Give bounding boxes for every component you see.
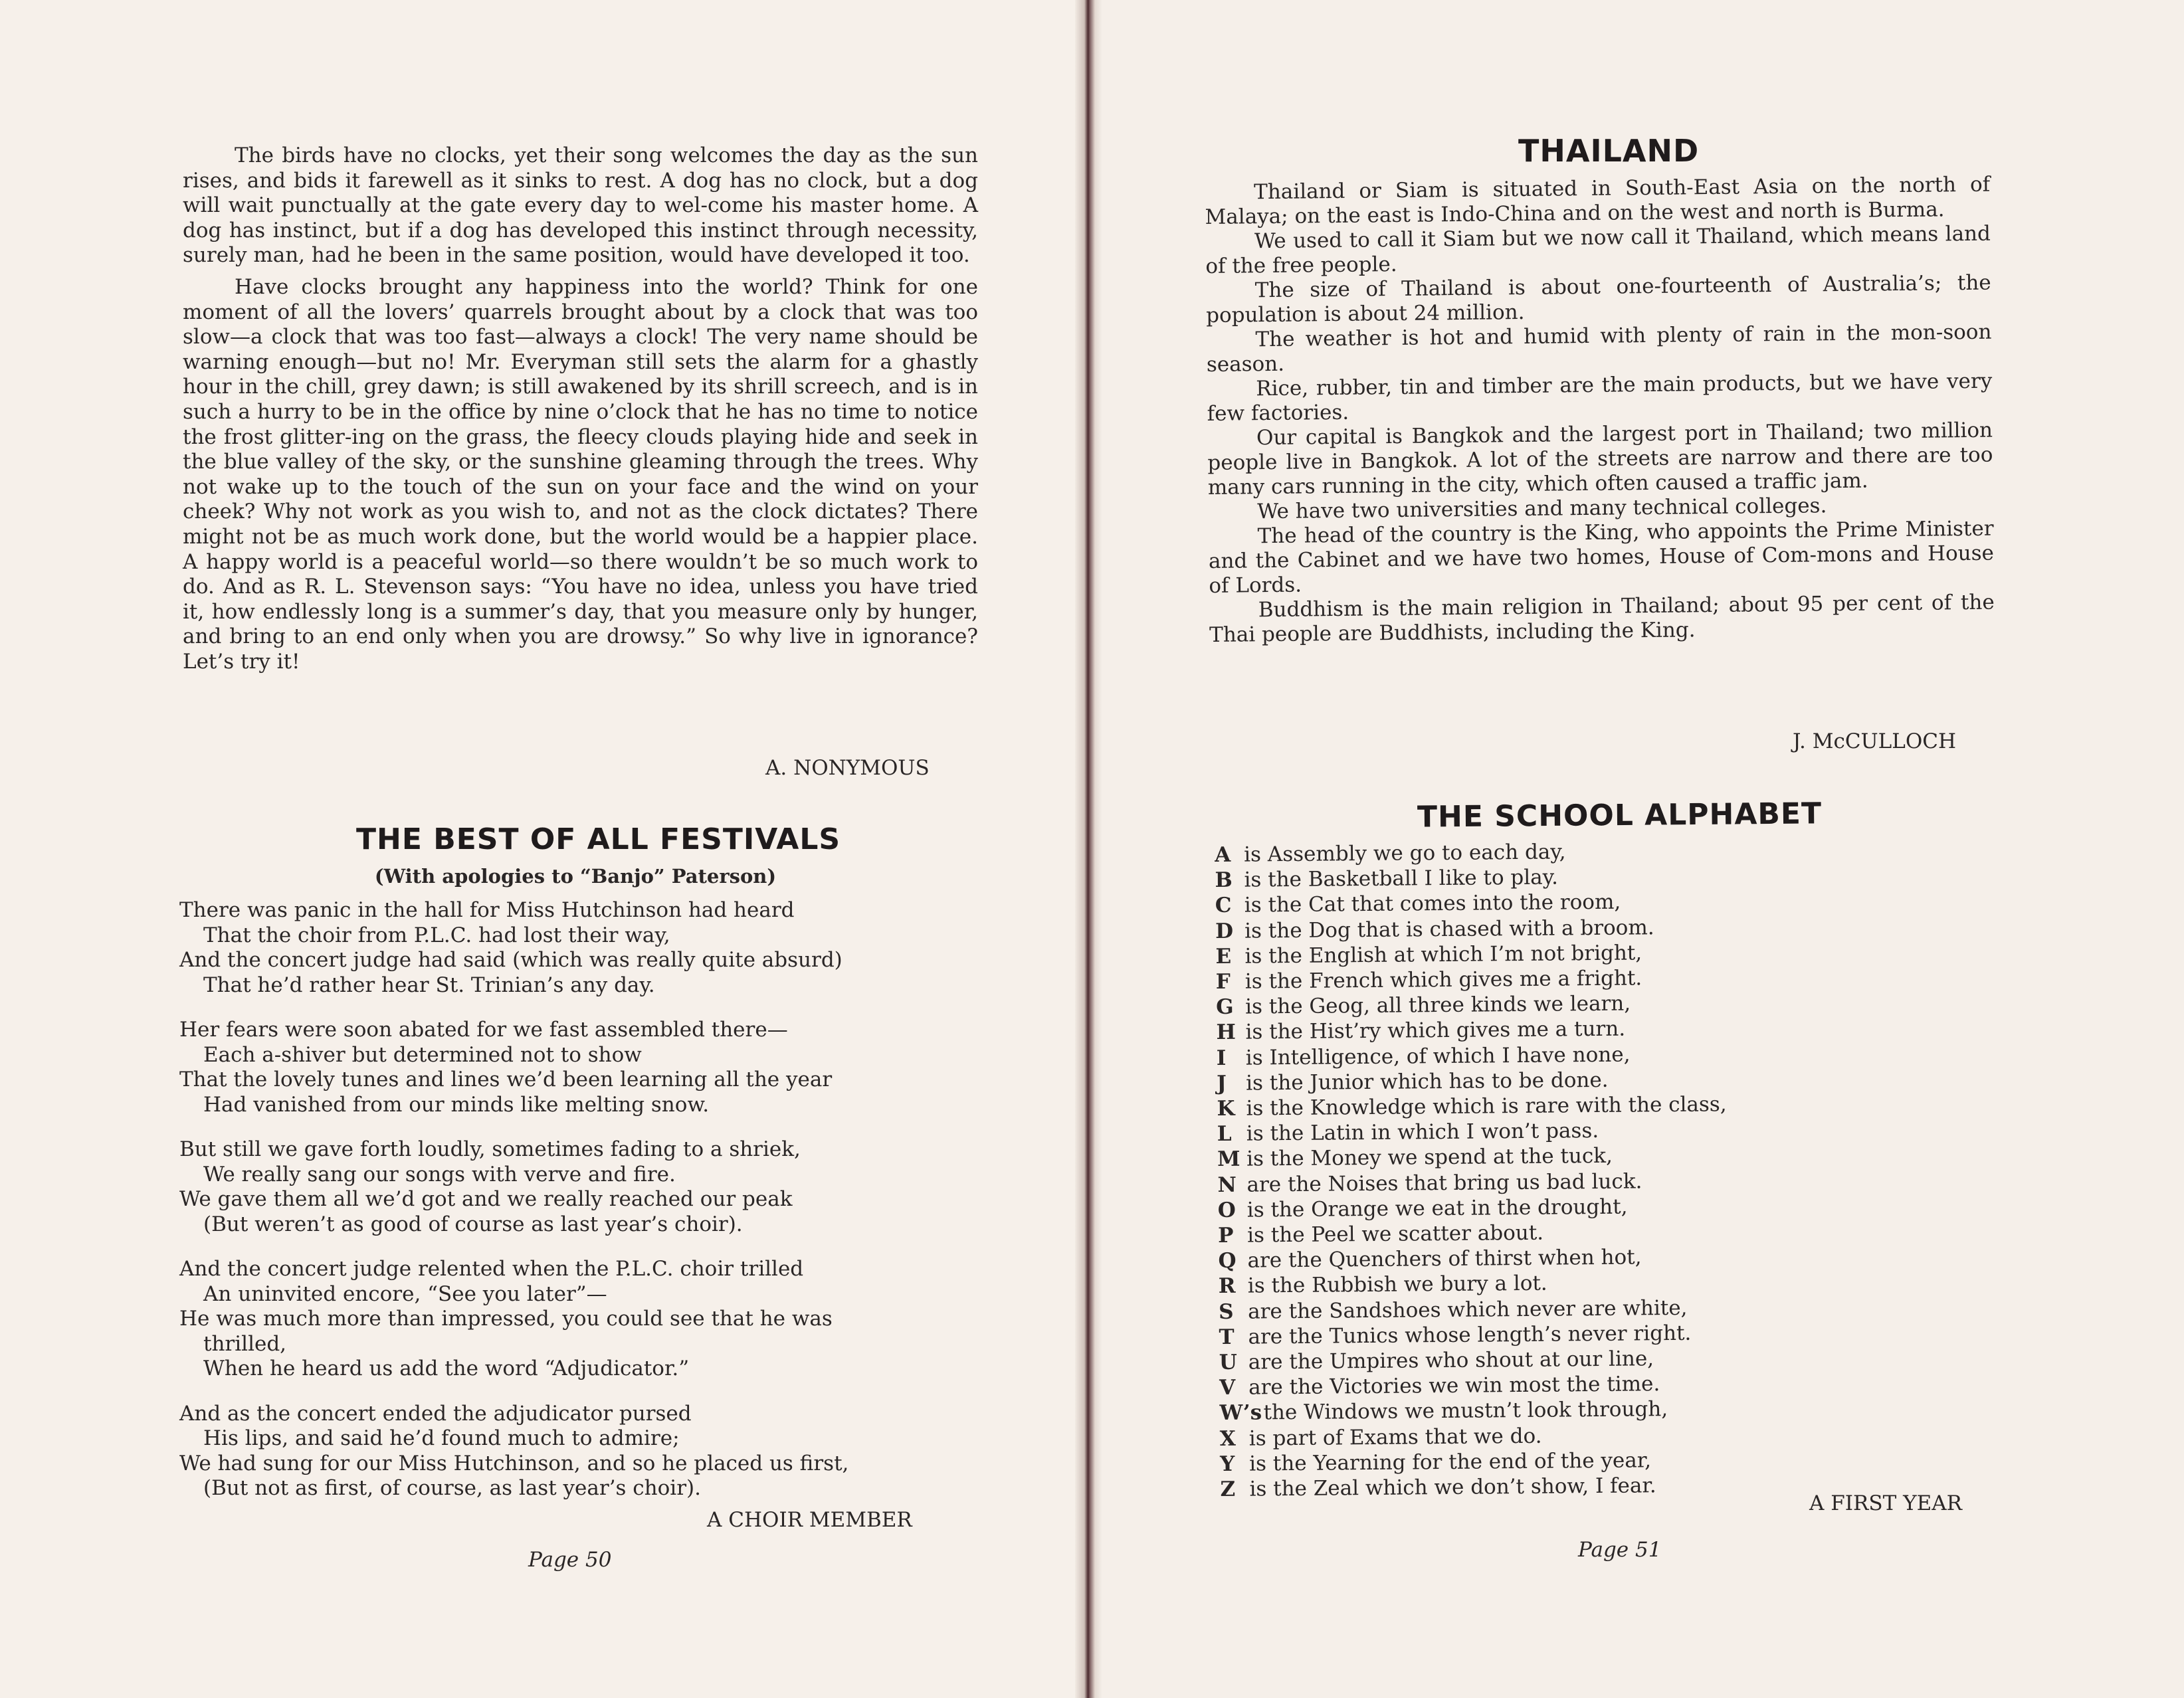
poem-line: An uninvited encore, “See you later”— bbox=[203, 1281, 607, 1306]
poem-line: When he heard us add the word “Adjudicator.” bbox=[203, 1357, 690, 1380]
alphabet-text: is part of Exams that we do. bbox=[1248, 1424, 1542, 1451]
alphabet-text: is the Dog that is chased with a broom. bbox=[1244, 915, 1654, 943]
alphabet-letter: E bbox=[1215, 944, 1232, 969]
alphabet-letter: Z bbox=[1220, 1477, 1236, 1502]
alphabet-text: is the French which gives me a fright. bbox=[1244, 966, 1642, 994]
alphabet-letter: V bbox=[1219, 1376, 1236, 1400]
poem-line: That he’d rather hear St. Trinian’s any day. bbox=[203, 973, 655, 997]
alphabet-text: is the Basketball I like to play. bbox=[1244, 865, 1559, 892]
thailand-paragraph: Thailand or Siam is situated in South-East Asia on the north of Malaya; on the east is Indo-China and on the west and north is Burma. bbox=[1205, 172, 1991, 229]
poem-stanza bbox=[179, 1257, 977, 1382]
thailand-paragraph: The size of Thailand is about one-fourteenth of Australia’s; the population is about 24 million. bbox=[1205, 270, 1991, 328]
poem-line: He was much more than impressed, you could see that he was bbox=[179, 1307, 833, 1331]
alphabet-letter: G bbox=[1216, 994, 1234, 1020]
poem-stanza bbox=[179, 1137, 977, 1237]
poem-stanza bbox=[179, 1018, 977, 1117]
alphabet-text: are the Tunics whose length’s never right. bbox=[1248, 1321, 1692, 1349]
alphabet-letter: Q bbox=[1218, 1248, 1237, 1274]
thailand-paragraph: Rice, rubber, tin and timber are the main products, but we have very few factories. bbox=[1207, 369, 1993, 426]
alphabet-letter: A bbox=[1215, 842, 1231, 867]
alphabet-text: is the Money we spend at the tuck, bbox=[1246, 1144, 1613, 1172]
thailand-paragraph: Our capital is Bangkok and the largest port in Thailand; two million people live in Bangkok. A lot of the streets are narrow and there are too many cars running in the city, which often caused a traffic jam. bbox=[1207, 418, 1993, 500]
thailand-section bbox=[1205, 173, 1995, 648]
poem-line: And as the concert ended the adjudicator pursed bbox=[179, 1401, 692, 1426]
alphabet-letter: K bbox=[1217, 1096, 1235, 1121]
alphabet-letter: I bbox=[1216, 1046, 1227, 1070]
thailand-paragraph: The head of the country is the King, who appoints the Prime Minister and the Cabinet and we have two homes, House of Com-mons and House of Lords. bbox=[1208, 516, 1995, 598]
poem-line: There was panic in the hall for Miss Hutchinson had heard bbox=[179, 898, 795, 922]
essay-paragraph: Have clocks brought any happiness into the world? Think for one moment of all the lovers’ quarrels brought about by a clock that was too slow—a clock that was too fast—always a clock! The very name should be warning enough—but no! Mr. Everyman still sets the alarm for a ghastly hour in the chill, grey dawn; is still awakened by its shrill screech, and is in such a hurry to be in the office by nine o’clock that he has no time to notice the frost glitter-ing on the grass, the fleecy clouds playing hide and seek in the blue valley of the sky, or the sunshine gleaming through the trees. Why not wake up to the touch of the sun on your face and the wind on your cheek? Why not work as you wish to, and not as the clock dictates? There might not be as much work done, but the world would be a happier place. A happy world is a peaceful world—so there wouldn’t be so much work to do. And as R. L. Stevenson says: “You have no idea, unless you have tried it, how endlessly long is a summer’s day, that you measure only by hunger, and bring to an end only when you are drowsy.” So why live in ignorance? Let’s try it! bbox=[183, 274, 978, 674]
page-number-left: Page 50 bbox=[528, 1548, 612, 1572]
alphabet-text: are the Quenchers of thirst when hot, bbox=[1247, 1245, 1642, 1273]
poem-subtitle: (With apologies to “Banjo” Paterson) bbox=[374, 865, 777, 888]
alphabet-letter: F bbox=[1215, 969, 1231, 994]
alphabet-text: is Assembly we go to each day, bbox=[1244, 840, 1566, 867]
alphabet-text: are the Sandshoes which never are white, bbox=[1248, 1295, 1688, 1324]
poem-line: (But weren’t as good of course as last year’s choir). bbox=[203, 1212, 743, 1236]
alphabet-text: is the Knowledge which is rare with the class, bbox=[1246, 1092, 1727, 1121]
alphabet-letter: S bbox=[1219, 1299, 1234, 1324]
alphabet-letter: W’s bbox=[1219, 1400, 1262, 1426]
essay-author: A. NONYMOUS bbox=[765, 756, 930, 780]
thailand-paragraph: Buddhism is the main religion in Thailand; about 95 per cent of the Thai people are Buddhists, including the King. bbox=[1209, 590, 1995, 647]
poem-line: thrilled, bbox=[203, 1331, 287, 1356]
thailand-paragraph: The weather is hot and humid with plenty of rain in the mon-soon season. bbox=[1206, 320, 1992, 377]
poem-line: That the choir from P.L.C. had lost their way, bbox=[203, 923, 670, 947]
alphabet-text: is the Hist’ry which gives me a turn. bbox=[1245, 1017, 1626, 1045]
poem-author: A CHOIR MEMBER bbox=[707, 1508, 912, 1532]
alphabet-letter: N bbox=[1217, 1173, 1237, 1197]
poem-line: Her fears were soon abated for we fast assembled there— bbox=[179, 1018, 788, 1042]
alphabet-text: is the Yearning for the end of the year, bbox=[1249, 1448, 1652, 1476]
alphabet-text: is the Peel we scatter about. bbox=[1247, 1220, 1544, 1248]
essay-paragraph: The birds have no clocks, yet their song welcomes the day as the sun rises, and bids it farewell as it sinks to rest. A dog has no clock, but a dog will wait punctually at the gate every day to wel-come his master home. A dog has instinct, but if a dog has developed this instinct through necessity, surely man, had he been in the same position, would have developed it too. bbox=[183, 143, 978, 268]
alphabet-text: is Intelligence, of which I have none, bbox=[1245, 1042, 1631, 1070]
alphabet-text: is the English at which I’m not bright, bbox=[1244, 941, 1642, 969]
alphabet-text: is the Orange we eat in the drought, bbox=[1246, 1194, 1628, 1222]
poem-line: And the concert judge relented when the P.L.C. choir trilled bbox=[179, 1257, 804, 1281]
poem-line: (But not as first, of course, as last year’s choir). bbox=[203, 1476, 701, 1500]
alphabet-letter: R bbox=[1218, 1274, 1236, 1299]
essay-section bbox=[183, 143, 978, 674]
poem-line: We gave them all we’d got and we really reached our peak bbox=[179, 1187, 793, 1211]
alphabet-text: the Windows we mustn’t look through, bbox=[1263, 1397, 1668, 1425]
poem-line: And the concert judge had said (which was really quite absurd) bbox=[179, 948, 843, 972]
thailand-title: THAILAND bbox=[1518, 133, 1700, 169]
alphabet-text: are the Victories we win most the time. bbox=[1248, 1372, 1660, 1400]
alphabet-letter: O bbox=[1217, 1198, 1237, 1222]
poem-line: His lips, and said he’d found much to admire; bbox=[203, 1426, 680, 1450]
left-page bbox=[0, 0, 1087, 1698]
alphabet-line bbox=[1220, 1471, 1884, 1502]
thailand-author: J. McCULLOCH bbox=[1793, 729, 1957, 753]
alphabet-letter: C bbox=[1215, 894, 1232, 918]
right-page bbox=[1095, 0, 2184, 1698]
alphabet-text: is the Junior which has to be done. bbox=[1246, 1068, 1609, 1095]
alphabet-list bbox=[1215, 836, 1885, 1502]
alphabet-text: is the Cat that comes into the room, bbox=[1244, 890, 1621, 918]
alphabet-text: are the Noises that bring us bad luck. bbox=[1246, 1169, 1642, 1197]
alphabet-title: THE SCHOOL ALPHABET bbox=[1417, 797, 1823, 834]
poem-body bbox=[179, 898, 977, 1521]
alphabet-letter: X bbox=[1219, 1426, 1237, 1451]
alphabet-letter: P bbox=[1218, 1223, 1234, 1248]
poem-line: We really sang our songs with verve and fire. bbox=[203, 1162, 676, 1186]
alphabet-letter: Y bbox=[1220, 1452, 1235, 1476]
alphabet-letter: B bbox=[1215, 868, 1233, 893]
page-number-right: Page 51 bbox=[1578, 1538, 1662, 1562]
alphabet-text: is the Latin in which I won’t pass. bbox=[1246, 1119, 1599, 1146]
alphabet-letter: M bbox=[1217, 1147, 1241, 1172]
poem-line: Each a-shiver but determined not to show bbox=[203, 1042, 642, 1067]
thailand-paragraph: We have two universities and many technical colleges. bbox=[1257, 494, 1827, 524]
poem-line: Had vanished from our minds like melting snow. bbox=[203, 1092, 710, 1117]
alphabet-text: is the Zeal which we don’t show, I fear. bbox=[1249, 1473, 1656, 1501]
alphabet-text: is the Geog, all three kinds we learn, bbox=[1245, 991, 1631, 1019]
book-gutter bbox=[1075, 0, 1102, 1698]
poem-line: But still we gave forth loudly, sometimes fading to a shriek, bbox=[179, 1137, 801, 1161]
alphabet-text: are the Umpires who shout at our line, bbox=[1248, 1347, 1654, 1374]
alphabet-text: is the Rubbish we bury a lot. bbox=[1247, 1272, 1547, 1299]
alphabet-letter: D bbox=[1215, 919, 1234, 943]
alphabet-letter: J bbox=[1217, 1071, 1227, 1095]
alphabet-letter: H bbox=[1216, 1020, 1236, 1045]
alphabet-letter: L bbox=[1217, 1122, 1232, 1147]
poem-line: That the lovely tunes and lines we’d been learning all the year bbox=[179, 1068, 833, 1091]
thailand-paragraph: We used to call it Siam but we now call it Thailand, which means land of the free people. bbox=[1205, 221, 1991, 278]
alphabet-author: A FIRST YEAR bbox=[1809, 1491, 1962, 1515]
alphabet-letter: U bbox=[1219, 1350, 1238, 1375]
poem-line: We had sung for our Miss Hutchinson, and so he placed us first, bbox=[179, 1451, 849, 1475]
poem-stanza bbox=[179, 1402, 977, 1501]
alphabet-letter: T bbox=[1219, 1325, 1235, 1349]
poem-title: THE BEST OF ALL FESTIVALS bbox=[356, 822, 841, 856]
poem-stanza bbox=[179, 898, 977, 998]
